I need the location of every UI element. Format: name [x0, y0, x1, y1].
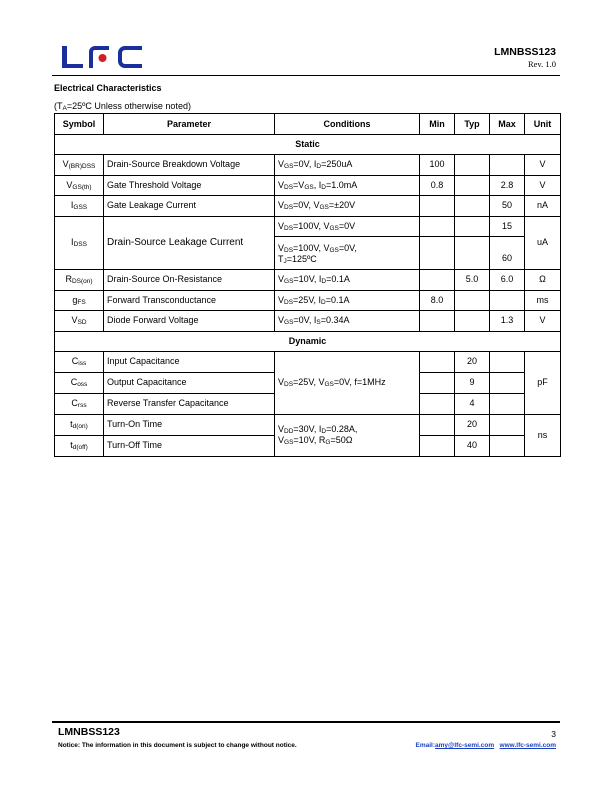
symbol-cell: $g_{FS}$	[55, 290, 104, 311]
typ-cell: 20	[455, 414, 490, 435]
table-row	[55, 155, 561, 176]
symbol-cell: $V_{(BR)DSS}$	[55, 155, 104, 176]
table-row	[55, 175, 561, 196]
parameter-cell: Drain-Source Breakdown Voltage	[104, 155, 275, 176]
min-cell	[420, 414, 455, 435]
table-row	[55, 290, 561, 311]
conditions-cell: $V_{DS}=V_{GS}$, $I_D=1.0mA$	[275, 175, 420, 196]
symbol-cell: $V_{SD}$	[55, 311, 104, 332]
min-cell	[420, 311, 455, 332]
lfc-logo	[60, 44, 144, 70]
min-cell	[420, 393, 455, 414]
typ-cell	[455, 290, 490, 311]
section-label-static: Static	[55, 135, 561, 155]
max-cell: 2.8	[490, 175, 525, 196]
table-row	[55, 351, 561, 372]
parameter-cell: Gate Threshold Voltage	[104, 175, 275, 196]
symbol-cell: $C_{oss}$	[55, 372, 104, 393]
table-row	[55, 270, 561, 291]
typ-cell: 9	[455, 372, 490, 393]
typ-cell	[455, 237, 490, 270]
email-label: Email:	[415, 742, 436, 749]
table-row	[55, 216, 561, 237]
conditions-cell: $V_{DS}=100V$, $V_{GS}=0V$	[275, 216, 420, 237]
min-cell	[420, 270, 455, 291]
min-cell: 8.0	[420, 290, 455, 311]
conditions-cell: $V_{DD}=30V$, $I_D=0.28A$, $V_{GS}=10V$, $R_G=50\Omega$	[275, 414, 420, 456]
min-cell	[420, 372, 455, 393]
parameter-cell: Reverse Transfer Capacitance	[104, 393, 275, 414]
typ-cell: 40	[455, 435, 490, 456]
min-cell: 0.8	[420, 175, 455, 196]
unit-cell: nA	[525, 196, 561, 217]
footer-notice: Notice: The information in this document is subject to change without notice.	[58, 742, 297, 749]
header-min: Min	[420, 114, 455, 135]
symbol-cell: $V_{GS(th)}$	[55, 175, 104, 196]
symbol-cell: $C_{iss}$	[55, 351, 104, 372]
page-number: 3	[551, 729, 556, 739]
section-label-dynamic: Dynamic	[55, 331, 561, 351]
min-cell	[420, 435, 455, 456]
unit-cell: uA	[525, 216, 561, 270]
conditions-cell: $V_{DS}=25V$, $I_D=0.1A$	[275, 290, 420, 311]
footer-part-number: LMNBSS123	[58, 726, 120, 738]
parameter-cell: Output Capacitance	[104, 372, 275, 393]
min-cell: 100	[420, 155, 455, 176]
symbol-cell: $R_{DS(on)}$	[55, 270, 104, 291]
max-cell	[490, 435, 525, 456]
conditions-cell: $V_{GS}=10V$, $I_D=0.1A$	[275, 270, 420, 291]
max-cell	[490, 414, 525, 435]
table-header-row	[55, 114, 561, 135]
typ-cell: 4	[455, 393, 490, 414]
unit-cell: pF	[525, 351, 561, 414]
header-revision: Rev. 1.0	[527, 59, 556, 69]
max-cell	[490, 372, 525, 393]
footer-divider	[52, 721, 560, 723]
table-row	[55, 311, 561, 332]
typ-cell	[455, 216, 490, 237]
table-row	[55, 196, 561, 217]
section-title: Electrical Characteristics	[54, 83, 162, 93]
section-row-dynamic	[55, 331, 561, 351]
parameter-cell: Turn-Off Time	[104, 435, 275, 456]
header-unit: Unit	[525, 114, 561, 135]
electrical-characteristics-table	[54, 113, 561, 457]
symbol-cell: $C_{rss}$	[55, 393, 104, 414]
website-link[interactable]: www.lfc-semi.com	[499, 742, 556, 749]
conditions-cell: $V_{DS}=0V$, $V_{GS}=\pm 20V$	[275, 196, 420, 217]
max-cell: 1.3	[490, 311, 525, 332]
min-cell	[420, 237, 455, 270]
header-part-number: LMNBSS123	[494, 46, 556, 58]
section-row-static	[55, 135, 561, 155]
table-row	[55, 414, 561, 435]
condition-note: ($T_A=25ºC$ Unless otherwise noted)	[54, 101, 191, 112]
email-link[interactable]: amy@lfc-semi.com	[435, 742, 495, 749]
parameter-cell: Diode Forward Voltage	[104, 311, 275, 332]
typ-cell: 5.0	[455, 270, 490, 291]
header-symbol: Symbol	[55, 114, 104, 135]
parameter-cell: Gate Leakage Current	[104, 196, 275, 217]
min-cell	[420, 216, 455, 237]
parameter-cell: Drain-Source On-Resistance	[104, 270, 275, 291]
parameter-cell: Drain-Source Leakage Current	[104, 216, 275, 270]
symbol-cell: $t_{d(off)}$	[55, 435, 104, 456]
max-cell: 50	[490, 196, 525, 217]
max-cell: 15	[490, 216, 525, 237]
logo-dot	[99, 54, 107, 62]
unit-cell: ms	[525, 290, 561, 311]
conditions-cell: $V_{GS}=0V$, $I_S=0.34A$	[275, 311, 420, 332]
max-cell	[490, 290, 525, 311]
unit-cell: ns	[525, 414, 561, 456]
max-cell	[490, 155, 525, 176]
parameter-cell: Input Capacitance	[104, 351, 275, 372]
header-divider	[52, 75, 560, 76]
header-typ: Typ	[455, 114, 490, 135]
symbol-cell: $t_{d(on)}$	[55, 414, 104, 435]
typ-cell	[455, 155, 490, 176]
max-cell	[490, 393, 525, 414]
typ-cell	[455, 311, 490, 332]
parameter-cell: Forward Transconductance	[104, 290, 275, 311]
typ-cell: 20	[455, 351, 490, 372]
conditions-cell: $V_{GS}=0V$, $I_D=250uA$	[275, 155, 420, 176]
typ-cell	[455, 175, 490, 196]
unit-cell: V	[525, 311, 561, 332]
header-parameter: Parameter	[104, 114, 275, 135]
parameter-cell: Turn-On Time	[104, 414, 275, 435]
symbol-cell: $I_{DSS}$	[55, 216, 104, 270]
header-conditions: Conditions	[275, 114, 420, 135]
header-max: Max	[490, 114, 525, 135]
conditions-cell: $V_{DS}=100V$, $V_{GS}=0V$, $T_J=125ºC$	[275, 237, 420, 270]
footer-contact	[416, 742, 557, 749]
unit-cell: V	[525, 155, 561, 176]
min-cell	[420, 196, 455, 217]
unit-cell: Ω	[525, 270, 561, 291]
conditions-cell: $V_{DS}=25V$, $V_{GS}=0V$, f=1MHz	[275, 351, 420, 414]
unit-cell: V	[525, 175, 561, 196]
symbol-cell: $I_{GSS}$	[55, 196, 104, 217]
max-cell: 6.0	[490, 270, 525, 291]
max-cell: 60	[490, 237, 525, 270]
typ-cell	[455, 196, 490, 217]
max-cell	[490, 351, 525, 372]
min-cell	[420, 351, 455, 372]
